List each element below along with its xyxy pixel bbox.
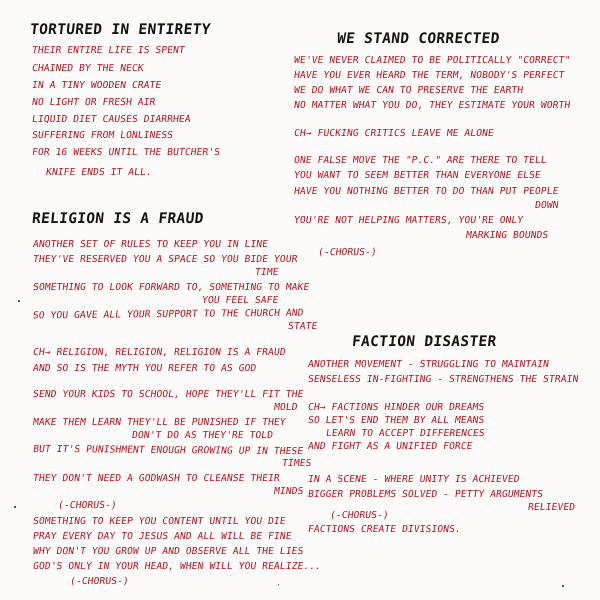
lyric-line: TIME [254, 267, 280, 278]
lyric-line: CH→ FUCKING CRITICS LEAVE ME ALONE [293, 128, 495, 139]
lyric-line: STATE [287, 321, 319, 332]
lyric-line: FACTIONS CREATE DIVISIONS. [307, 524, 462, 535]
lyric-line: DOWN [534, 200, 560, 211]
ink-speck [18, 300, 20, 302]
lyric-line: SENSELESS IN-FIGHTING - STRENGTHENS THE STRAIN [307, 374, 580, 385]
lyric-line: WE'VE NEVER CLAIMED TO BE POLITICALLY "CORRECT" [293, 55, 571, 66]
lyric-line: PRAY EVERY DAY TO JESUS AND ALL WILL BE FINE [32, 531, 293, 542]
lyric-line: MINDS [273, 486, 305, 497]
song-title-faction-disaster: FACTION DISASTER [351, 334, 498, 350]
lyric-line: MAKE THEM LEARN THEY'LL BE PUNISHED IF THEY [32, 417, 287, 428]
lyric-line: SUFFERING FROM LONLINESS [31, 130, 174, 141]
lyric-line: WE DO WHAT WE CAN TO PRESERVE THE EARTH [293, 85, 524, 96]
lyric-line: SOMETHING TO LOOK FORWARD TO, SOMETHING TO MAKE [32, 282, 310, 293]
lyric-line: IN A TINY WOODEN CRATE [31, 80, 163, 91]
lyric-line: HAVE YOU NOTHING BETTER TO DO THAN PUT PEOPLE [293, 186, 560, 197]
lyric-line: THEY'VE RESERVED YOU A SPACE SO YOU BIDE YOUR [32, 254, 299, 265]
lyric-line: AND SO IS THE MYTH YOU REFER TO AS GOD [32, 363, 258, 374]
lyric-line: YOU'RE NOT HELPING MATTERS, YOU'RE ONLY [293, 215, 524, 226]
lyric-line: AND FIGHT AS A UNIFIED FORCE [307, 441, 474, 452]
lyric-line: YOU WANT TO SEEM BETTER THAN EVERYONE ELSE [293, 170, 542, 181]
lyric-line: DON'T DO AS THEY'RE TOLD [131, 430, 274, 441]
lyric-line: LEARN TO ACCEPT DIFFERENCES [325, 428, 486, 439]
lyric-line: CH→ FACTIONS HINDER OUR DREAMS [307, 402, 486, 413]
chorus-marker: (-CHORUS-) [317, 247, 378, 258]
lyric-line: SO YOU GAVE ALL YOUR SUPPORT TO THE CHURCH AND [32, 307, 305, 322]
lyric-line: HAVE YOU EVER HEARD THE TERM, NOBODY'S PERFECT [293, 70, 566, 81]
lyric-line: TIMES [281, 458, 313, 469]
lyric-line: ANOTHER SET OF RULES TO KEEP YOU IN LINE [32, 239, 269, 250]
lyric-line: MARKING BOUNDS [465, 230, 550, 241]
song-title-we-stand-corrected: WE STAND CORRECTED [336, 31, 501, 47]
song-title-religion-is-a-fraud: RELIGION IS A FRAUD [31, 211, 205, 227]
lyric-line: BIGGER PROBLEMS SOLVED - PETTY ARGUMENTS [307, 489, 544, 500]
lyric-line: YOU FEEL SAFE [201, 295, 280, 306]
lyric-line: ANOTHER MOVEMENT - STRUGGLING TO MAINTAIN [307, 359, 550, 370]
lyric-line: BUT IT'S PUNISHMENT ENOUGH GROWING UP IN THESE [32, 443, 304, 458]
lyric-line: ONE FALSE MOVE THE "P.C." ARE THERE TO TELL [293, 155, 548, 166]
lyric-line: RELIEVED [527, 502, 576, 513]
ink-speck [562, 585, 564, 587]
lyric-line: MOLD [273, 402, 299, 413]
lyric-line: NO LIGHT OR FRESH AIR [31, 97, 157, 108]
lyric-line: THEY DON'T NEED A GODWASH TO CLEANSE THEIR [32, 473, 281, 484]
lyric-line: WHY DON'T YOU GROW UP AND OBSERVE ALL THE LIES [32, 546, 305, 557]
lyric-line: SOMETHING TO KEEP YOU CONTENT UNTIL YOU DIE [32, 516, 287, 527]
chorus-marker: (-CHORUS-) [329, 510, 390, 521]
lyric-line: NO MATTER WHAT YOU DO, THEY ESTIMATE YOUR WORTH [293, 100, 571, 111]
lyric-line: KNIFE ENDS IT ALL. [45, 167, 153, 178]
lyric-line: IN A SCENE - WHERE UNITY IS ACHIEVED [307, 474, 521, 485]
lyric-line: CH→ RELIGION, RELIGION, RELIGION IS A FRAUD [32, 347, 287, 358]
ink-speck [278, 584, 279, 585]
lyric-line: CHAINED BY THE NECK [31, 63, 145, 74]
ink-speck [14, 506, 16, 508]
lyric-line: LIQUID DIET CAUSES DIARRHEA [31, 114, 192, 125]
lyric-line: GOD'S ONLY IN YOUR HEAD, WHEN WILL YOU REALIZE... [32, 561, 322, 572]
lyric-line: FOR 16 WEEKS UNTIL THE BUTCHER'S [31, 147, 221, 158]
song-title-tortured-in-entirety: TORTURED IN ENTIRETY [29, 22, 212, 38]
lyric-line: THEIR ENTIRE LIFE IS SPENT [31, 45, 186, 56]
chorus-marker: (-CHORUS-) [69, 576, 130, 587]
chorus-marker: (-CHORUS-) [57, 500, 118, 511]
lyric-line: SEND YOUR KIDS TO SCHOOL, HOPE THEY'LL FIT THE [32, 389, 305, 400]
lyric-line: SO LET'S END THEM BY ALL MEANS [307, 415, 486, 426]
